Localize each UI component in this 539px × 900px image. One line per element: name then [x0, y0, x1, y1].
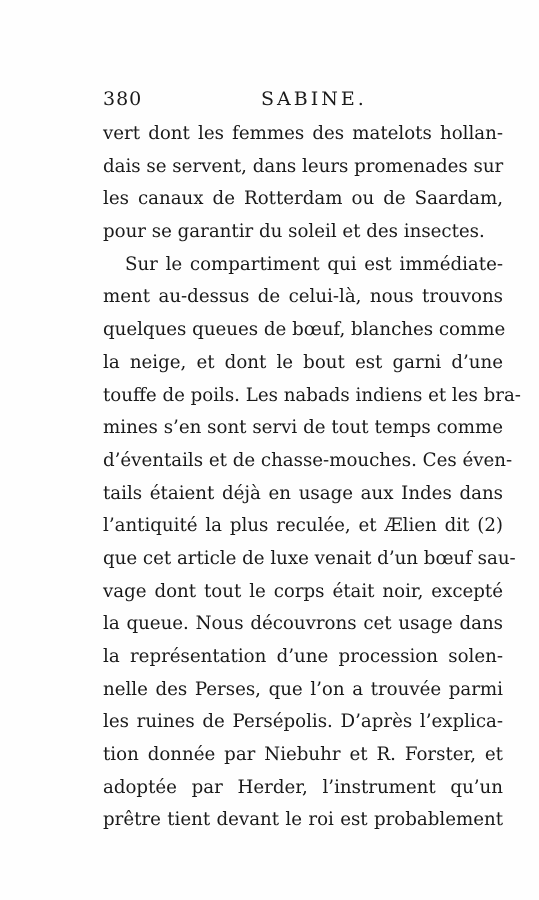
text-line: l’antiquité la plus reculée, et Ælien dit (2)	[103, 515, 503, 537]
text-line: vert dont les femmes des matelots hollan-	[103, 123, 503, 144]
page-number: 380	[103, 88, 143, 110]
text-line: la neige, et dont le bout est garni d’une	[103, 351, 503, 373]
text-line: les ruines de Persépolis. D’après l’explica-	[103, 711, 503, 733]
text-line: la queue. Nous découvrons cet usage dans	[103, 613, 503, 635]
text-line: Sur le compartiment qui est immédiate-	[125, 253, 503, 275]
text-line: tion donnée par Niebuhr et R. Forster, et	[103, 744, 503, 766]
text-line: tails étaient déjà en usage aux Indes dans	[103, 482, 503, 504]
text-line: vage dont tout le corps était noir, excepté	[103, 580, 503, 602]
text-line: prêtre tient devant le roi est probablement	[103, 809, 503, 831]
text-line: nelle des Perses, que l’on a trouvée parmi	[103, 678, 503, 700]
text-line: ment au-dessus de celui-là, nous trouvons	[103, 286, 503, 308]
text-line: les canaux de Rotterdam ou de Saardam,	[103, 188, 503, 210]
page-header	[103, 88, 498, 116]
text-line: mines s’en sont servi de tout temps comme	[103, 417, 503, 439]
text-line: pour se garantir du soleil et des insectes.	[103, 221, 485, 243]
text-line: dais se servent, dans leurs promenades sur	[103, 155, 504, 177]
body-text	[103, 118, 521, 837]
running-title: SABINE.	[261, 88, 367, 110]
text-line: adoptée par Herder, l’instrument qu’un	[103, 776, 503, 798]
text-line: quelques queues de bœuf, blanches comme	[103, 319, 506, 341]
text-line: touffe de poils. Les nabads indiens et les bra-	[103, 384, 521, 406]
text-line: d’éventails et de chasse-mouches. Ces éven-	[103, 449, 513, 471]
text-line: que cet article de luxe venait d’un bœuf sau-	[103, 547, 516, 569]
text-line: la représentation d’une procession solen-	[103, 646, 503, 667]
